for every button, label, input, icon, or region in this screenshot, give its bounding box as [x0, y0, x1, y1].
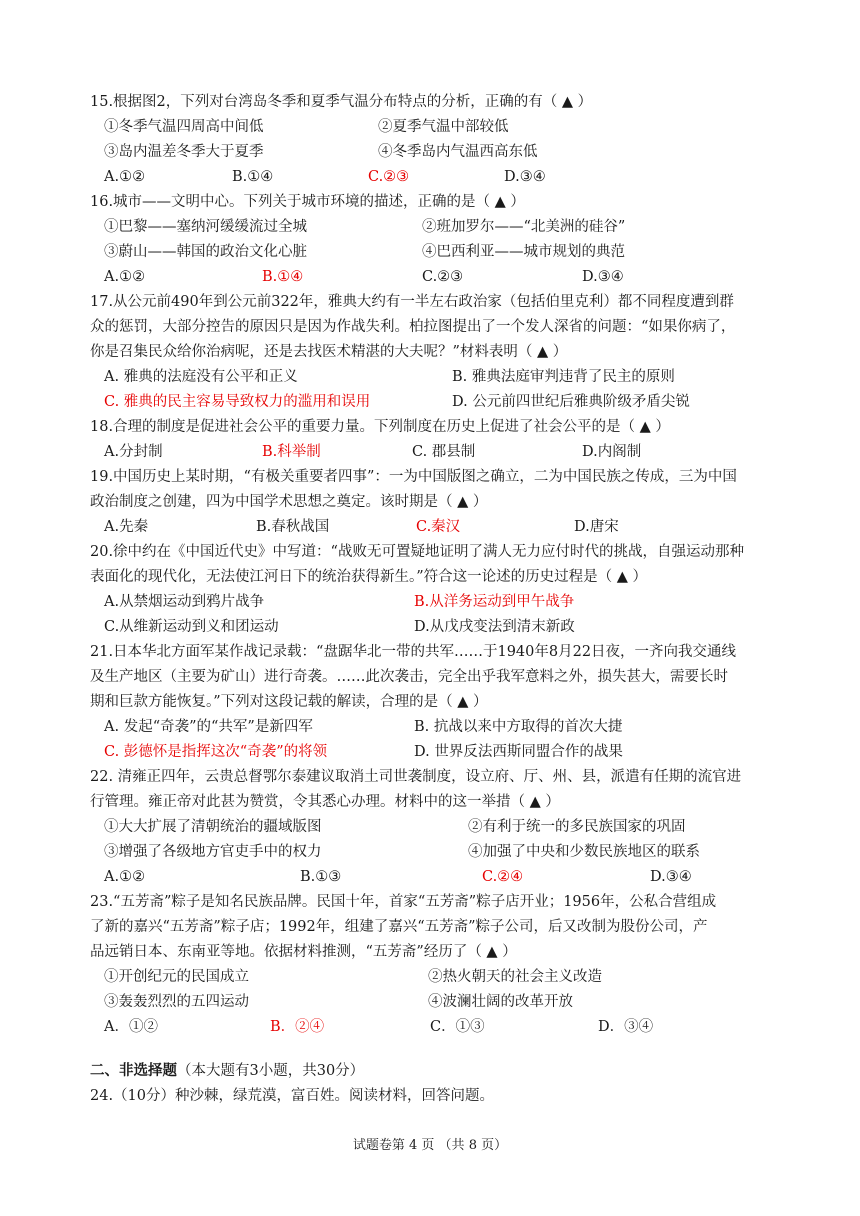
option-b-answer: B．②④ — [270, 1019, 325, 1035]
statement: ②夏季气温中部较低 — [378, 119, 509, 135]
option-d: D.内阁制 — [582, 444, 642, 460]
option-d: D. 公元前四世纪后雅典阶级矛盾尖锐 — [452, 394, 690, 410]
option-a: A. 发起“奇袭”的“共军”是新四军 — [104, 719, 313, 735]
statement-row — [90, 815, 780, 840]
question-21 — [90, 640, 780, 765]
statement: ②热火朝天的社会主义改造 — [428, 969, 602, 985]
options-row — [90, 365, 780, 390]
statement-row — [90, 240, 780, 265]
option-a: A.从禁烟运动到鸦片战争 — [104, 594, 265, 610]
option-b-answer: B.①④ — [262, 269, 304, 285]
option-d: D. 世界反法西斯同盟合作的战果 — [414, 744, 623, 760]
question-stem-line: 23.“五芳斋”粽子是知名民族品牌。民国十年，首家“五芳斋”粽子店开业；1956年，公私合营组成 — [90, 894, 717, 910]
statement-row — [90, 140, 780, 165]
option-d: D.③④ — [582, 269, 624, 285]
option-a: A.①② — [104, 169, 146, 185]
question-20 — [90, 540, 780, 640]
statement-row — [90, 965, 780, 990]
question-15 — [90, 90, 780, 190]
question-stem-line: 表面化的现代化，无法使江河日下的统治获得新生。”符合这一论述的历史过程是（ ▲ ） — [90, 569, 648, 585]
option-c-answer: C.②④ — [482, 869, 524, 885]
section-heading — [90, 1058, 780, 1084]
question-stem: 18.合理的制度是促进社会公平的重要力量。下列制度在历史上促进了社会公平的是（ ▲ ） — [90, 419, 670, 435]
option-c: C.②③ — [422, 269, 464, 285]
option-a: A.①② — [104, 869, 146, 885]
question-stem-line: 期和巨款方能恢复。”下列对这段记载的解读，合理的是（ ▲ ） — [90, 694, 488, 710]
option-d: D.③④ — [650, 869, 692, 885]
statement: ③轰轰烈烈的五四运动 — [104, 994, 249, 1010]
question-stem-line: 你是召集民众给你治病呢，还是去找医术精湛的大夫呢？”材料表明（ ▲ ） — [90, 344, 568, 360]
statement: ①巴黎——塞纳河缓缓流过全城 — [104, 219, 307, 235]
option-b: B.①③ — [300, 869, 342, 885]
options-row — [90, 865, 780, 890]
section-note: （本大题有3小题，共30分） — [177, 1063, 365, 1079]
question-stem-line: 政治制度之创建，四为中国学术思想之奠定。该时期是（ ▲ ） — [90, 494, 488, 510]
question-stem: 16.城市——文明中心。下列关于城市环境的描述，正确的是（ ▲ ） — [90, 194, 525, 210]
option-d: D.从戊戌变法到清末新政 — [414, 619, 575, 635]
option-c-answer: C.②③ — [368, 169, 410, 185]
statement: ①大大扩展了清朝统治的疆域版图 — [104, 819, 322, 835]
question-24-stem: 24.（10分）种沙棘，绿荒漠，富百姓。阅读材料，回答问题。 — [90, 1088, 495, 1104]
statement: ④加强了中央和少数民族地区的联系 — [468, 844, 700, 860]
statement-row — [90, 990, 780, 1015]
option-d: D.③④ — [504, 169, 546, 185]
option-c: C．①③ — [430, 1019, 485, 1035]
options-row — [90, 165, 780, 190]
option-c-answer: C.秦汉 — [416, 519, 461, 535]
options-row — [90, 715, 780, 740]
option-d: D.唐宋 — [574, 519, 619, 535]
question-stem: 15.根据图2，下列对台湾岛冬季和夏季气温分布特点的分析，正确的有（ ▲ ） — [90, 94, 593, 110]
question-stem-line: 19.中国历史上某时期，“有极关重要者四事”：一为中国版图之确立，二为中国民族之传成，三为中国 — [90, 469, 737, 485]
question-stem-line: 21.日本华北方面军某作战记录载：“盘踞华北一带的共军……于1940年8月22日夜，一齐向我交通线 — [90, 644, 737, 660]
option-a: A.先秦 — [104, 519, 149, 535]
question-stem-line: 众的惩罚，大部分控告的原因只是因为作战失利。柏拉图提出了一个发人深省的问题：“如果你病了， — [90, 319, 736, 335]
question-stem-line: 17.从公元前490年到公元前322年，雅典大约有一半左右政治家（包括伯里克利）都不同程度遭到群 — [90, 294, 734, 310]
statement: ④巴西利亚——城市规划的典范 — [422, 244, 625, 260]
option-a: A.①② — [104, 269, 146, 285]
section-title: 二、非选择题 — [90, 1062, 177, 1079]
option-c: C.从维新运动到义和团运动 — [104, 619, 279, 635]
question-stem-line: 品远销日本、东南亚等地。依据材料推测，“五芳斋”经历了（ ▲ ） — [90, 944, 517, 960]
statement-row — [90, 215, 780, 240]
question-stem-line: 行管理。雍正帝对此甚为赞赏，令其悉心办理。材料中的这一举措（ ▲ ） — [90, 794, 560, 810]
question-16 — [90, 190, 780, 290]
options-row — [90, 740, 780, 765]
option-a: A. 雅典的法庭没有公平和正义 — [104, 369, 298, 385]
options-row — [90, 265, 780, 290]
option-a: A．①② — [104, 1019, 158, 1035]
question-stem-line: 及生产地区（主要为矿山）进行奇袭。……此次袭击，完全出乎我军意料之外，损失甚大，需要长时 — [90, 669, 728, 685]
options-row — [90, 515, 780, 540]
question-23 — [90, 890, 780, 1040]
exam-page — [90, 90, 780, 1109]
option-c-answer: C. 彭德怀是指挥这次“奇袭”的将领 — [104, 744, 328, 760]
statement: ④波澜壮阔的改革开放 — [428, 994, 573, 1010]
statement: ③增强了各级地方官吏手中的权力 — [104, 844, 322, 860]
statement-row — [90, 115, 780, 140]
option-d: D．③④ — [598, 1019, 654, 1035]
question-17 — [90, 290, 780, 415]
statement: ①冬季气温四周高中间低 — [104, 119, 264, 135]
options-row — [90, 615, 780, 640]
question-stem-line: 了新的嘉兴“五芳斋”粽子店；1992年，组建了嘉兴“五芳斋”粽子公司，后又改制为股份公司，产 — [90, 919, 708, 935]
question-18 — [90, 415, 780, 465]
option-b: B.春秋战国 — [256, 519, 330, 535]
statement: ③岛内温差冬季大于夏季 — [104, 144, 264, 160]
options-row — [90, 440, 780, 465]
options-row — [90, 1015, 780, 1040]
statement: ①开创纪元的民国成立 — [104, 969, 249, 985]
option-b-answer: B.科举制 — [262, 444, 321, 460]
statement: ④冬季岛内气温西高东低 — [378, 144, 538, 160]
options-row — [90, 390, 780, 415]
option-c: C. 郡县制 — [412, 444, 476, 460]
option-a: A.分封制 — [104, 444, 163, 460]
statement-row — [90, 840, 780, 865]
question-stem-line: 22. 清雍正四年，云贵总督鄂尔泰建议取消土司世袭制度，设立府、厅、州、县，派遣有任期的流官进 — [90, 769, 742, 785]
option-b: B. 抗战以来中方取得的首次大捷 — [414, 719, 623, 735]
option-c-answer: C. 雅典的民主容易导致权力的滥用和误用 — [104, 394, 371, 410]
option-b: B. 雅典法庭审判违背了民主的原则 — [452, 369, 675, 385]
page-footer: 试题卷第 4 页 （共 8 页） — [352, 1138, 508, 1153]
statement: ②有利于统一的多民族国家的巩固 — [468, 819, 686, 835]
option-b-answer: B.从洋务运动到甲午战争 — [414, 594, 575, 610]
statement: ②班加罗尔——“北美洲的硅谷” — [422, 219, 626, 235]
statement: ③蔚山——韩国的政治文化心脏 — [104, 244, 307, 260]
option-b: B.①④ — [232, 169, 274, 185]
question-stem-line: 20.徐中约在《中国近代史》中写道：“战败无可置疑地证明了满人无力应付时代的挑战，自强运动那种 — [90, 544, 744, 560]
question-19 — [90, 465, 780, 540]
question-22 — [90, 765, 780, 890]
options-row — [90, 590, 780, 615]
